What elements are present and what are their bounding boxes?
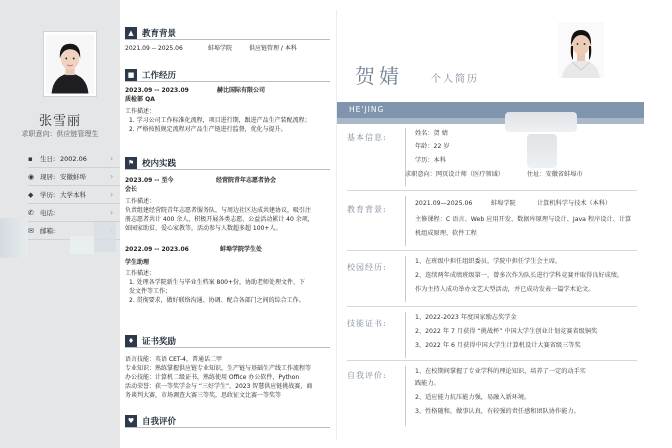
divider-vertical	[405, 366, 406, 426]
briefcase-icon: ■	[125, 69, 137, 81]
label-certificates: 技能证书:	[347, 319, 387, 328]
divider-vertical	[405, 196, 406, 246]
calendar-icon: ▪	[28, 154, 33, 163]
info-row-location: ◉ 现居: 安徽蚌埠 ›	[28, 168, 120, 186]
divider	[347, 250, 637, 251]
section-campus: ⚑ 校内实践 2023.09 -- 至今 经营院青年志愿者协会 会长 工作描述： 负责组建经营院青年志愿者服务队，与周边社区达成共建协议，吸引注 册志愿者共计 400 余人，积极开展各类志愿、公益活动累计 40 余项， 如园家助贫、爱心家教等，活动参与人数超多超 100+人。 2022.09 -- 2023.06 蚌埠学院学生处 学生助理 工作描述： 1. 处理各学院新生与毕业生档案 800+份，协助老师处理文件、下 发文件等工作； 2. 贯彻要求，做好联络沟通、协调、配合各部门之间的综合工作。	[125, 156, 330, 305]
divider-vertical	[405, 312, 406, 358]
avatar-photo-right	[558, 22, 604, 78]
section-title: 自我评价	[142, 416, 177, 427]
section-title: 校内实践	[142, 158, 177, 169]
name-banner	[337, 102, 644, 118]
chevron-right-icon: ›	[110, 172, 114, 181]
redacted-blur	[0, 218, 28, 258]
section-title: 工作经历	[142, 70, 177, 81]
chevron-right-icon: ›	[110, 154, 114, 163]
job-intent: 求职意向：供应链管理生	[21, 130, 99, 138]
label-campus: 校园经历:	[347, 263, 387, 272]
divider-vertical	[405, 256, 406, 302]
info-row-education: ◆ 学历: 大学本科 ›	[28, 186, 120, 204]
label-education: 教育背景:	[347, 205, 387, 214]
divider	[347, 190, 637, 191]
redacted-blur	[527, 134, 557, 168]
divider	[347, 360, 637, 361]
redacted-blur	[505, 112, 577, 132]
resume-right: 贺婧 个人简历 HE'JING 基本信息: 姓名：贺 婧 年龄：22 岁 学历：本科 求职意向：网页设计师（医疗领域） 住址：安徽省蚌埠市 教育背景: 2021.09—2025.06 蚌埠学院 计算机科学与技术（本科） 主修课程：C 语言、Web 应用开发、数据库原理与设计、Java 程序设计、计算 机组成原理、软件工程 校园经历: 1、在班级中担任组织委员，学院中担任学生会主席。 2、连续两年成绩班级第一，曾多次作为队长进行学科竞赛并取得良好成绩。 作为主持人成功举办文艺大型活动，并已成功发表一篇学术论文。 技能证书: 1、2022-2023 年度国家励志奖学金 2、2022 年 7 月获得 “挑战杯” 中国大学生创业计划竞赛省级铜奖 3、2022 年 6 月获得中国大学生计算机设计大赛省级三等奖 自我评价: 1、在校期间掌握了专业学科的理论知识，培养了一定的动手实 践能力。 2、适应能力抗压能力强，易融入新环境。 3、性格随和，做事认真，有较强的责任感和团队协作能力。	[336, 10, 644, 440]
name-pinyin: HE'JING	[349, 105, 385, 114]
section-work: ■ 工作经历 2023.09 -- 2023.09 赫比国际有限公司 质检部 QA 工作描述： 1. 学习公司工作标准化流程，项目进行期，跟进产品生产装配流程； 2. 严格按照规定流程对产品生产链进行监督，优化与提升。	[125, 68, 330, 134]
avatar-photo-left	[44, 32, 96, 96]
phone-icon: ✆	[28, 208, 34, 217]
graduation-icon: ◆	[28, 190, 34, 199]
label-self-evaluation: 自我评价:	[347, 371, 387, 380]
resume-subtitle: 个人简历	[431, 74, 479, 85]
section-title: 教育背景	[142, 28, 177, 39]
redacted-blur	[70, 236, 94, 254]
chevron-right-icon: ›	[110, 208, 114, 217]
resume-left	[0, 0, 335, 448]
info-row-birthday: ▪ 生日: 2002.06 ›	[28, 150, 120, 168]
section-certificates: ♦ 证书奖励 语言技能：英语 CET-4，普通话二甲 专业知识：熟练掌握供应链专业知识，生产链与基础生产线工作流程等 办公技能：计算机二级证书，熟练使用 Office 办公软件，Python 活动荣誉：获一等奖学金与 “三好学生”，2023 智慧供应链挑战赛，商 务谈判大赛，市场调查大赛三等奖，思政征文比赛一等奖等	[125, 334, 330, 400]
resume-left-sidebar	[0, 0, 120, 448]
candidate-name: 贺婧	[355, 64, 403, 88]
section-self-evaluation	[125, 414, 330, 428]
heart-icon: ♥	[125, 415, 137, 427]
section-education: ▲ 教育背景 2021.09 -- 2025.06 蚌埠学院 供应链管理 / 本科	[125, 26, 330, 53]
info-row-phone: ✆ 电话: ›	[28, 204, 120, 222]
label-basic-info: 基本信息:	[347, 133, 387, 142]
location-icon: ◉	[28, 172, 35, 181]
divider	[347, 306, 637, 307]
banner-stripe	[337, 118, 644, 124]
redacted-blur	[94, 222, 116, 252]
mail-icon: ✉	[28, 226, 34, 235]
resume-left-main	[120, 0, 335, 448]
chevron-right-icon: ›	[110, 190, 114, 199]
graduation-cap-icon: ▲	[125, 27, 137, 39]
bell-icon: ♦	[125, 335, 137, 347]
flag-icon: ⚑	[125, 157, 137, 169]
candidate-name: 张雪丽	[38, 114, 81, 129]
section-title: 证书奖励	[142, 336, 177, 347]
info-row-email: ✉ 邮箱:	[28, 222, 120, 240]
